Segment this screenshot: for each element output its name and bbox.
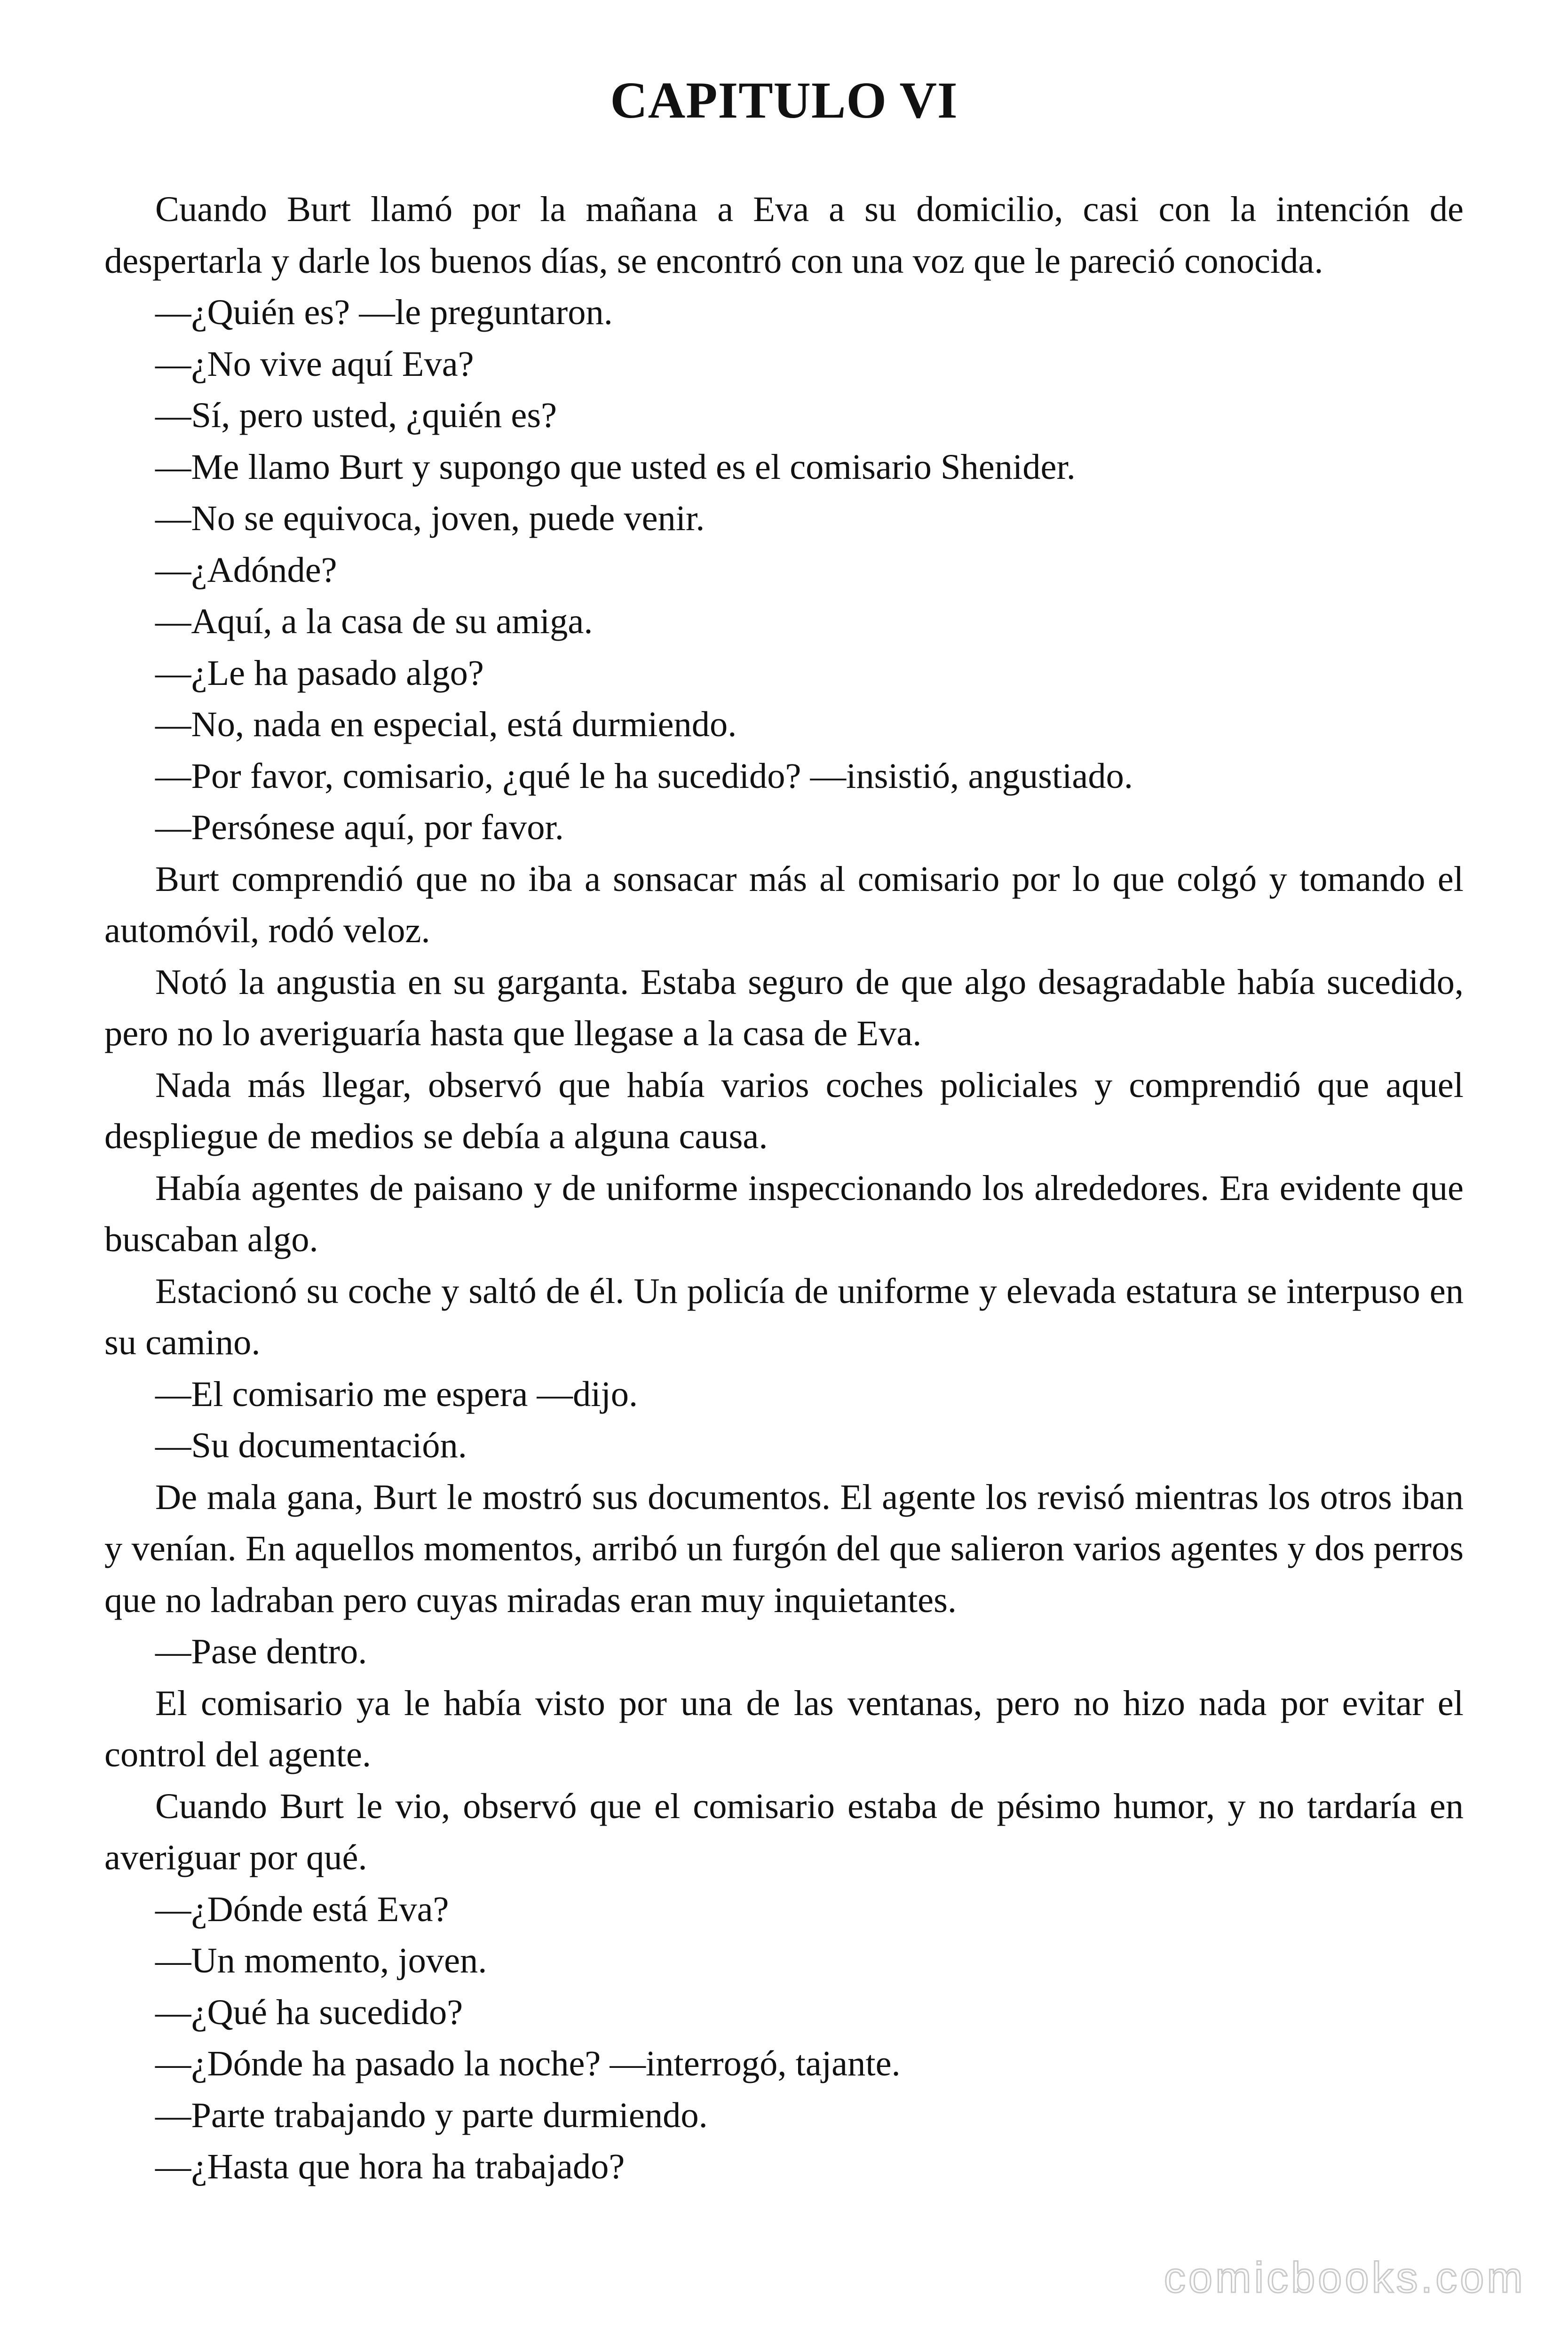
paragraph: —Un momento, joven. bbox=[155, 1940, 487, 1980]
paragraph: Había agentes de paisano y de uniforme inspeccionando los alrededores. Era evidente que buscaban algo. bbox=[104, 1168, 1464, 1259]
paragraph: —¿Le ha pasado algo? bbox=[155, 652, 484, 693]
paragraph: —¿Dónde está Eva? bbox=[155, 1889, 449, 1929]
chapter-body bbox=[104, 183, 1464, 2193]
chapter-title: CAPITULO VI bbox=[610, 72, 958, 129]
paragraph: —Me llamo Burt y supongo que usted es el comisario Shenider. bbox=[155, 446, 1076, 487]
paragraph: —¿Quién es? —le preguntaron. bbox=[155, 292, 613, 332]
paragraph: Nada más llegar, observó que había varios coches policiales y comprendió que aquel despliegue de medios se debía a alguna causa. bbox=[104, 1065, 1464, 1156]
paragraph: —Por favor, comisario, ¿qué le ha sucedido? —insistió, angustiado. bbox=[155, 755, 1133, 796]
paragraph: De mala gana, Burt le mostró sus documentos. El agente los revisó mientras los otros iban y venían. En aquellos momentos, arribó un furgón del que salieron varios agentes y dos perros que no ladraban pero cuyas miradas eran muy inquietantes. bbox=[104, 1477, 1464, 1620]
paragraph: —El comisario me espera —dijo. bbox=[155, 1374, 638, 1414]
paragraph: —Sí, pero usted, ¿quién es? bbox=[155, 395, 557, 435]
paragraph: Cuando Burt llamó por la mañana a Eva a su domicilio, casi con la intención de despertarla y darle los buenos días, se encontró con una voz que le pareció conocida. bbox=[104, 189, 1464, 281]
paragraph: —¿Dónde ha pasado la noche? —interrogó, tajante. bbox=[155, 2043, 901, 2083]
paragraph: —No, nada en especial, está durmiendo. bbox=[155, 704, 737, 744]
paragraph: —¿Adónde? bbox=[155, 549, 337, 590]
paragraph: —Parte trabajando y parte durmiendo. bbox=[155, 2095, 708, 2135]
watermark: comicbooks.com bbox=[1164, 2254, 1526, 2302]
paragraph: —¿Hasta que hora ha trabajado? bbox=[155, 2146, 625, 2186]
paragraph: Cuando Burt le vio, observó que el comisario estaba de pésimo humor, y no tardaría en averiguar por qué. bbox=[104, 1786, 1464, 1877]
paragraph: —Aquí, a la casa de su amiga. bbox=[155, 601, 593, 641]
paragraph: —No se equivoca, joven, puede venir. bbox=[155, 498, 705, 538]
paragraph: Estacionó su coche y saltó de él. Un policía de uniforme y elevada estatura se interpuso en su camino. bbox=[104, 1271, 1464, 1362]
paragraph: —¿No vive aquí Eva? bbox=[155, 343, 474, 384]
paragraph: Notó la angustia en su garganta. Estaba seguro de que algo desagradable había sucedido, pero no lo averiguaría hasta que llegase a la casa de Eva. bbox=[104, 961, 1464, 1053]
paragraph: El comisario ya le había visto por una de las ventanas, pero no hizo nada por evitar el control del agente. bbox=[104, 1683, 1464, 1774]
paragraph: —Su documentación. bbox=[155, 1425, 467, 1465]
paragraph: Burt comprendió que no iba a sonsacar más al comisario por lo que colgó y tomando el automóvil, rodó veloz. bbox=[104, 858, 1464, 950]
paragraph: —¿Qué ha sucedido? bbox=[155, 1992, 463, 2032]
paragraph: —Pase dentro. bbox=[155, 1631, 367, 1671]
paragraph: —Persónese aquí, por favor. bbox=[155, 807, 564, 847]
